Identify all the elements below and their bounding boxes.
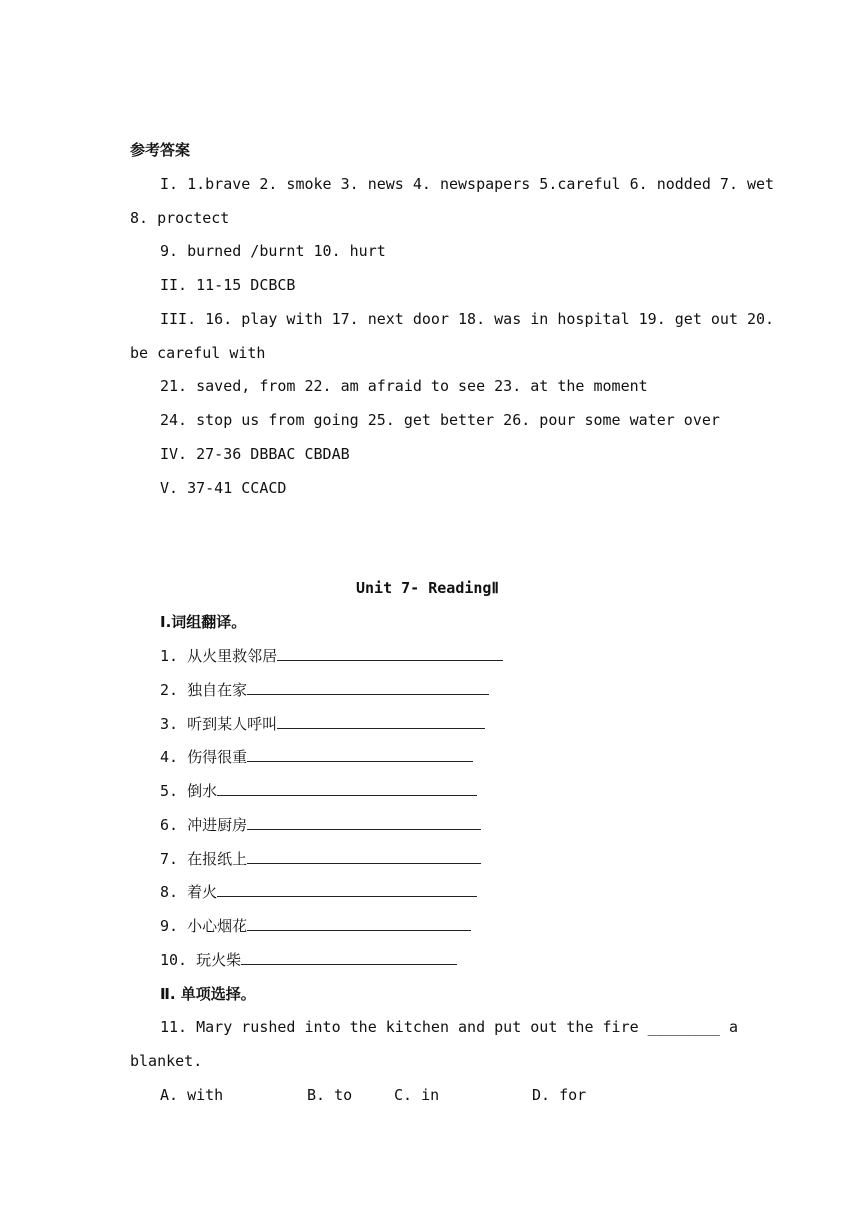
- item-text: 小心烟花: [187, 917, 248, 935]
- translation-item: [160, 950, 457, 970]
- answer-line: be careful with: [130, 344, 266, 362]
- answer-blank[interactable]: [247, 916, 471, 931]
- option-d[interactable]: D. for: [532, 1086, 587, 1104]
- option-c[interactable]: C. in: [394, 1086, 440, 1104]
- item-text: 冲进厨房: [187, 816, 248, 834]
- translation-item: [160, 680, 489, 700]
- item-text: 从火里救邻居: [187, 647, 278, 665]
- item-number: 3.: [160, 715, 179, 733]
- answer-line: IV. 27-36 DBBAC CBDAB: [160, 445, 350, 463]
- item-text: 在报纸上: [187, 850, 248, 868]
- answer-blank[interactable]: [247, 849, 481, 864]
- item-text: 玩火柴: [196, 951, 242, 969]
- item-number: 2.: [160, 681, 179, 699]
- item-number: 6.: [160, 816, 179, 834]
- answer-line: 8. proctect: [130, 209, 230, 227]
- answer-line: 24. stop us from going 25. get better 26. pour some water over: [160, 411, 720, 429]
- item-text: 伤得很重: [187, 748, 248, 766]
- translation-item: [160, 916, 471, 936]
- answers-heading: 参考答案: [130, 141, 191, 159]
- translation-item: [160, 815, 481, 835]
- option-a[interactable]: A. with: [160, 1086, 224, 1104]
- answer-line: III. 16. play with 17. next door 18. was in hospital 19. get out 20.: [160, 310, 775, 328]
- item-number: 7.: [160, 850, 179, 868]
- answer-blank[interactable]: [277, 646, 503, 661]
- question-text: 11. Mary rushed into the kitchen and put out the fire ________ a: [160, 1018, 738, 1036]
- question-text: blanket.: [130, 1052, 203, 1070]
- item-number: 9.: [160, 917, 179, 935]
- section-heading: Ⅰ.词组翻译。: [160, 613, 247, 631]
- translation-item: [160, 781, 477, 801]
- answer-blank[interactable]: [217, 882, 477, 897]
- option-b[interactable]: B. to: [307, 1086, 353, 1104]
- answer-line: I. 1.brave 2. smoke 3. news 4. newspapers 5.careful 6. nodded 7. wet: [160, 175, 775, 193]
- answer-blank[interactable]: [247, 815, 481, 830]
- answer-line: V. 37-41 CCACD: [160, 479, 287, 497]
- answer-line: 21. saved, from 22. am afraid to see 23. at the moment: [160, 377, 648, 395]
- answer-blank[interactable]: [247, 747, 473, 762]
- item-number: 5.: [160, 782, 179, 800]
- answer-blank[interactable]: [277, 714, 485, 729]
- answer-line: 9. burned /burnt 10. hurt: [160, 242, 386, 260]
- item-text: 听到某人呼叫: [187, 715, 278, 733]
- item-number: 4.: [160, 748, 179, 766]
- section-heading: Ⅱ. 单项选择。: [160, 985, 256, 1003]
- item-text: 独自在家: [187, 681, 248, 699]
- item-number: 8.: [160, 883, 179, 901]
- item-number: 1.: [160, 647, 179, 665]
- translation-item: [160, 882, 477, 902]
- answer-blank[interactable]: [247, 680, 489, 695]
- translation-item: [160, 646, 503, 666]
- item-number: 10.: [160, 951, 188, 969]
- translation-item: [160, 849, 481, 869]
- answer-line: II. 11-15 DCBCB: [160, 276, 296, 294]
- answer-blank[interactable]: [241, 950, 457, 965]
- translation-item: [160, 747, 473, 767]
- item-text: 倒水: [187, 782, 218, 800]
- item-text: 着火: [187, 883, 218, 901]
- translation-item: [160, 714, 485, 734]
- unit-title: Unit 7- ReadingⅡ: [356, 579, 499, 597]
- answer-blank[interactable]: [217, 781, 477, 796]
